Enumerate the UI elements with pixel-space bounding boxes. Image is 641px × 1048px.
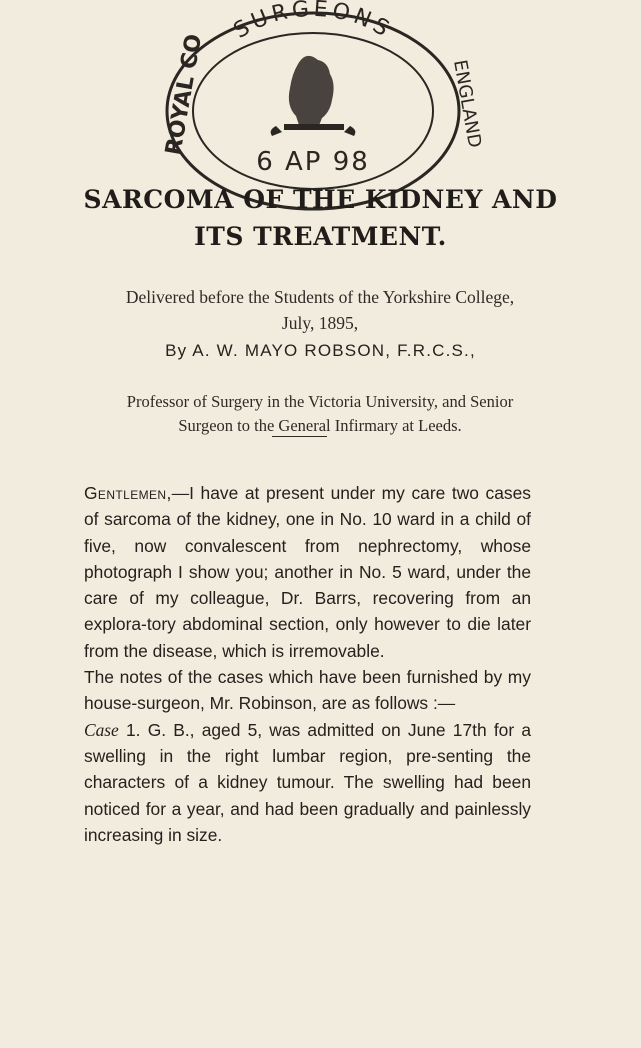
- delivered-line-2: July, 1895,: [281, 313, 359, 333]
- stamp-right-text: ENGLAND: [449, 58, 486, 150]
- author-line: By A. W. MAYO ROBSON, F.R.C.S.,: [165, 341, 476, 360]
- title-line-2: ITS TREATMENT.: [194, 222, 447, 251]
- section-divider: [272, 436, 327, 437]
- paragraph-1-text: —I have at present under my care two cases of sarcoma of the kidney, one in No. 10 ward in a child of five, now convalescent from nephrectomy, whose photograph I show you; another in No. 5 ward, under the care of my colleague, Dr. Barrs, recovering from an explora-tory abdominal section, only however to die later from the disease, which is irremovable.: [84, 483, 531, 661]
- paragraph-2: [84, 664, 531, 717]
- body-text: [84, 480, 531, 848]
- stamp-left-text: ROYAL CO: [161, 32, 208, 158]
- affiliation-line-1: Professor of Surgery in the Victoria University, and Senior: [126, 392, 514, 411]
- delivered-note: [60, 284, 580, 336]
- paragraph-2-text: The notes of the cases which have been furnished by my house-surgeon, Mr. Robinson, are as follows :—: [84, 667, 531, 714]
- paragraph-1: [84, 480, 531, 664]
- paragraph-3-text: 1. G. B., aged 5, was admitted on June 17th for a swelling in the right lumbar region, pre-senting the characters of a kidney tumour. The swelling had been noticed for a year, and had been gradually and painlessly increasing in size.: [84, 719, 531, 845]
- affiliation-line-2: Surgeon to the General Infirmary at Leeds.: [178, 416, 462, 435]
- crest-icon: [271, 56, 356, 136]
- delivered-line-1: Delivered before the Students of the Yorkshire College,: [125, 287, 515, 307]
- salutation: Gentlemen,: [84, 483, 172, 503]
- stamp-date: 6 AP 98: [256, 147, 370, 177]
- author-affiliation: [60, 390, 580, 438]
- case-label: Case: [84, 719, 119, 740]
- paragraph-3: [84, 717, 531, 848]
- stamp-arc-text: SURGEONS: [229, 0, 397, 44]
- title-line-1: SARCOMA OF THE KIDNEY AND: [83, 185, 558, 214]
